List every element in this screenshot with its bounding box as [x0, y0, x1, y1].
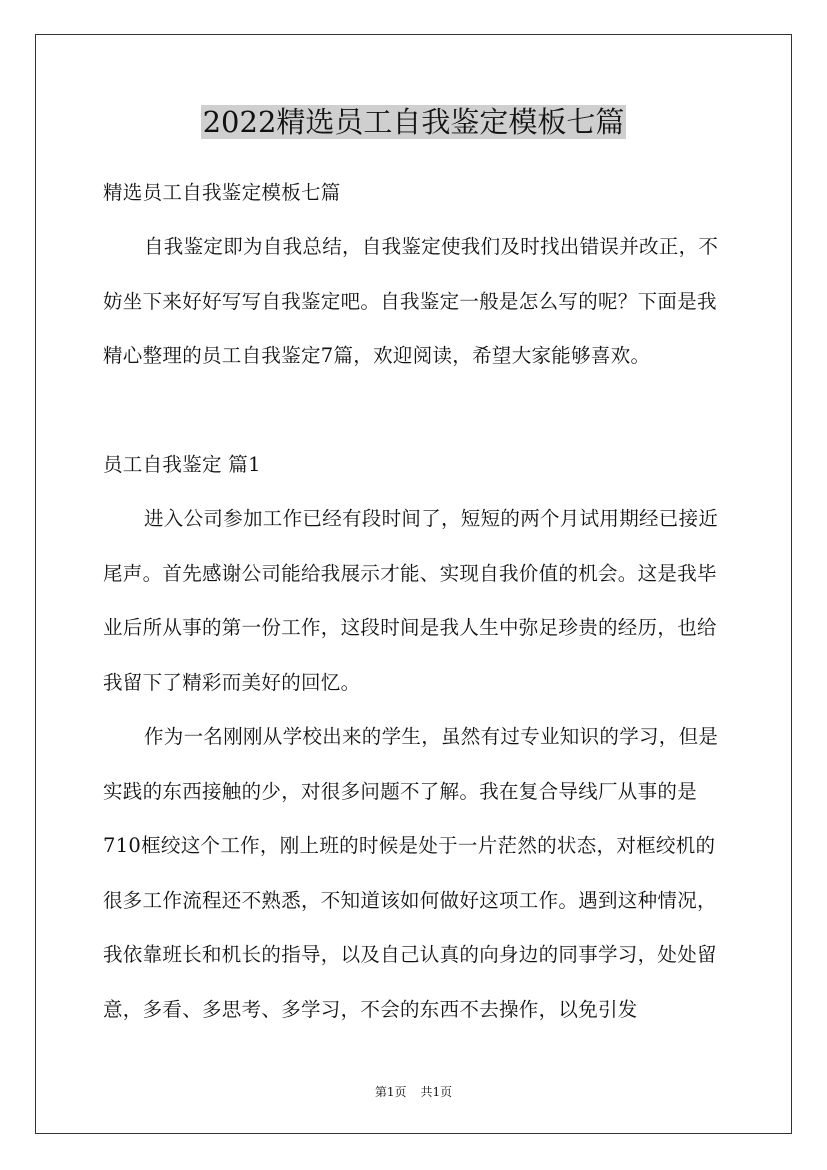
intro-paragraph: 自我鉴定即为自我总结，自我鉴定使我们及时找出错误并改正，不妨坐下来好好写写自我鉴定吧。自我鉴定一般是怎么写的呢？下面是我精心整理的员工自我鉴定7篇，欢迎阅读，希望大家能够喜欢。	[103, 235, 719, 367]
body-paragraph-2: 作为一名刚刚从学校出来的学生，虽然有过专业知识的学习，但是实践的东西接触的少，对很多问题不了解。我在复合导线厂从事的是710框绞这个工作，刚上班的时候是处于一片茫然的状态，对框绞机的很多工作流程还不熟悉，不知道该如何做好这项工作。遇到这种情况，我依靠班长和机长的指导，以及自己认真的向身边的同事学习，处处留意，多看、多思考、多学习，不会的东西不去操作，以免引发	[103, 725, 719, 1021]
page-number-label: 第1页	[374, 1085, 407, 1099]
document-subtitle: 精选员工自我鉴定模板七篇	[103, 181, 341, 204]
section-heading: 员工自我鉴定 篇1	[103, 453, 261, 476]
body-paragraph-1: 进入公司参加工作已经有段时间了，短短的两个月试用期经已接近尾声。首先感谢公司能给我展示才能、实现自我价值的机会。这是我毕业后所从事的第一份工作，这段时间是我人生中弥足珍贵的经历，也给我留下了精彩而美好的回忆。	[103, 507, 719, 694]
document-title	[0, 100, 827, 144]
total-pages-label: 共1页	[420, 1085, 453, 1099]
document-title-text: 2022精选员工自我鉴定模板七篇	[202, 105, 625, 139]
page-footer	[0, 1082, 827, 1102]
